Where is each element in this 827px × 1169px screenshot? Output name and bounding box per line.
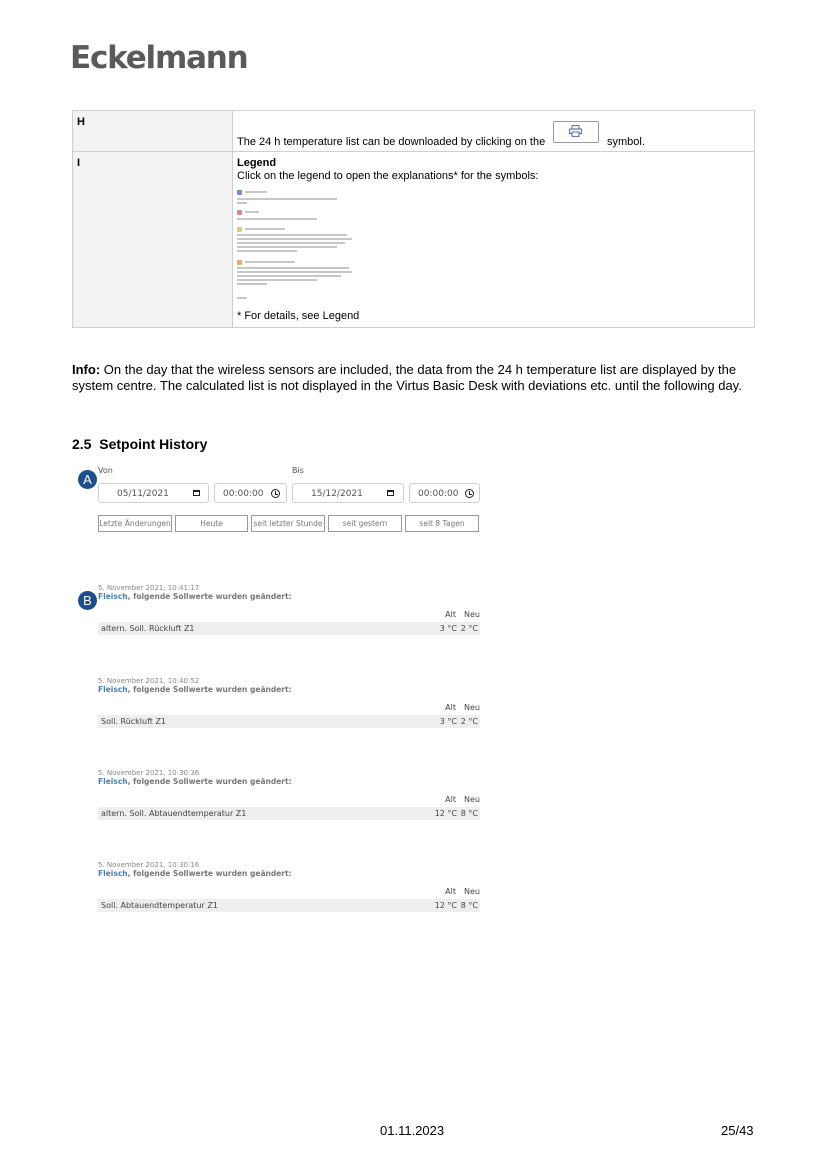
print-button[interactable] xyxy=(553,121,599,143)
new-value: 8 °C xyxy=(460,809,478,818)
old-value: 12 °C xyxy=(434,809,457,818)
new-value: 8 °C xyxy=(460,901,478,910)
quick-filter-button[interactable]: seit letzter Stunde xyxy=(251,515,325,532)
to-date-input[interactable] xyxy=(292,483,404,503)
alarm-icon xyxy=(237,210,242,215)
col-new-header: Neu xyxy=(464,795,480,804)
col-new-header: Neu xyxy=(464,610,480,619)
table-row-h xyxy=(73,111,755,152)
symbol-word: symbol. xyxy=(607,136,645,148)
to-date-value: 15/12/2021 xyxy=(311,489,363,499)
col-old-header: Alt xyxy=(445,887,456,896)
entry-changed-text: , folgende Sollwerte wurden geändert: xyxy=(127,592,292,601)
col-new-header: Neu xyxy=(464,703,480,712)
old-value: 3 °C xyxy=(439,717,457,726)
entry-timestamp: 5. November 2021, 10:30:36 xyxy=(98,769,200,777)
to-time-value: 00:00:00 xyxy=(418,489,459,499)
section-heading xyxy=(72,436,207,452)
clock-icon[interactable] xyxy=(271,489,280,498)
param-name: altern. Soll. Rückluft Z1 xyxy=(101,624,195,633)
from-time-input[interactable] xyxy=(214,483,287,503)
deviation-icon xyxy=(237,260,242,265)
description-table xyxy=(72,110,755,328)
legend-screenshot xyxy=(237,188,397,306)
legend-note: * For details, see Legend xyxy=(237,310,360,322)
param-name: Soll. Rückluft Z1 xyxy=(101,717,167,726)
calendar-icon[interactable] xyxy=(387,490,394,496)
quick-filter-button[interactable]: seit gestern xyxy=(328,515,402,532)
legend-title: Legend xyxy=(237,157,277,169)
table-row-i xyxy=(73,152,755,328)
col-old-header: Alt xyxy=(445,610,456,619)
col-old-header: Alt xyxy=(445,703,456,712)
history-entry xyxy=(98,677,480,728)
table-row xyxy=(98,715,480,728)
callout-marker-b: B xyxy=(78,591,97,610)
entry-user-link[interactable]: Fleisch xyxy=(98,777,128,786)
entry-user-link[interactable]: Fleisch xyxy=(98,592,128,601)
new-value: 2 °C xyxy=(460,717,478,726)
entry-column-headers xyxy=(98,887,480,899)
old-value: 3 °C xyxy=(439,624,457,633)
info-label: Info: xyxy=(72,362,101,377)
table-row xyxy=(98,899,480,912)
from-date-value: 05/11/2021 xyxy=(117,489,169,499)
old-value: 12 °C xyxy=(434,901,457,910)
entry-user-link[interactable]: Fleisch xyxy=(98,869,128,878)
entry-column-headers xyxy=(98,610,480,622)
download-instruction: The 24 h temperature list can be downloaded by clicking on the xyxy=(237,136,546,148)
entry-changed-text: , folgende Sollwerte wurden geändert: xyxy=(127,685,292,694)
entry-header xyxy=(98,685,480,694)
entry-timestamp: 5. November 2021, 10:41:17 xyxy=(98,584,200,592)
section-title: Setpoint History xyxy=(99,436,208,452)
param-name: Soll. Abtauendtemperatur Z1 xyxy=(101,901,218,910)
from-label: Von xyxy=(98,466,113,475)
printer-icon xyxy=(569,125,582,137)
footer-date: 01.11.2023 xyxy=(380,1123,445,1138)
from-time-value: 00:00:00 xyxy=(223,489,264,499)
col-old-header: Alt xyxy=(445,795,456,804)
to-label: Bis xyxy=(292,466,304,475)
legend-subtitle: Click on the legend to open the explanations* for the symbols: xyxy=(237,170,539,182)
new-value: 2 °C xyxy=(460,624,478,633)
section-number: 2.5 xyxy=(72,436,92,452)
entry-user-link[interactable]: Fleisch xyxy=(98,685,128,694)
history-entry xyxy=(98,584,480,635)
quick-filter-button[interactable]: seit 8 Tagen xyxy=(405,515,479,532)
info-text: On the day that the wireless sensors are included, the data from the 24 h temperature list are displayed by the system centre. The calculated list is not displayed in the Virtus Basic Desk with deviations etc. until the following day. xyxy=(72,362,742,393)
callout-marker-a: A xyxy=(78,470,97,489)
clock-icon[interactable] xyxy=(465,489,474,498)
history-entry xyxy=(98,861,480,912)
row-value-h xyxy=(233,111,755,152)
row-key-i: I xyxy=(73,152,233,328)
row-value-i xyxy=(233,152,755,328)
entry-header xyxy=(98,777,480,786)
from-date-input[interactable] xyxy=(98,483,209,503)
entry-column-headers xyxy=(98,703,480,715)
param-name: altern. Soll. Abtauendtemperatur Z1 xyxy=(101,809,247,818)
entry-header xyxy=(98,869,480,878)
quick-filter-button[interactable]: Letzte Änderungen xyxy=(98,515,172,532)
col-new-header: Neu xyxy=(464,887,480,896)
footer-page-number: 25/43 xyxy=(721,1123,754,1138)
row-key-h: H xyxy=(73,111,233,152)
table-row xyxy=(98,807,480,820)
to-time-input[interactable] xyxy=(409,483,480,503)
history-entry xyxy=(98,769,480,820)
info-paragraph xyxy=(72,362,762,394)
quick-filter-button[interactable]: Heute xyxy=(175,515,248,532)
calendar-icon[interactable] xyxy=(193,490,200,496)
entry-timestamp: 5. November 2021, 10:30:16 xyxy=(98,861,200,869)
company-logo: Eckelmann xyxy=(70,40,248,76)
entry-column-headers xyxy=(98,795,480,807)
entry-changed-text: , folgende Sollwerte wurden geändert: xyxy=(127,869,292,878)
entry-header xyxy=(98,592,480,601)
home-icon xyxy=(237,190,242,195)
entry-changed-text: , folgende Sollwerte wurden geändert: xyxy=(127,777,292,786)
table-row xyxy=(98,622,480,635)
entry-timestamp: 5. November 2021, 10:40:52 xyxy=(98,677,200,685)
warning-icon xyxy=(237,227,242,232)
